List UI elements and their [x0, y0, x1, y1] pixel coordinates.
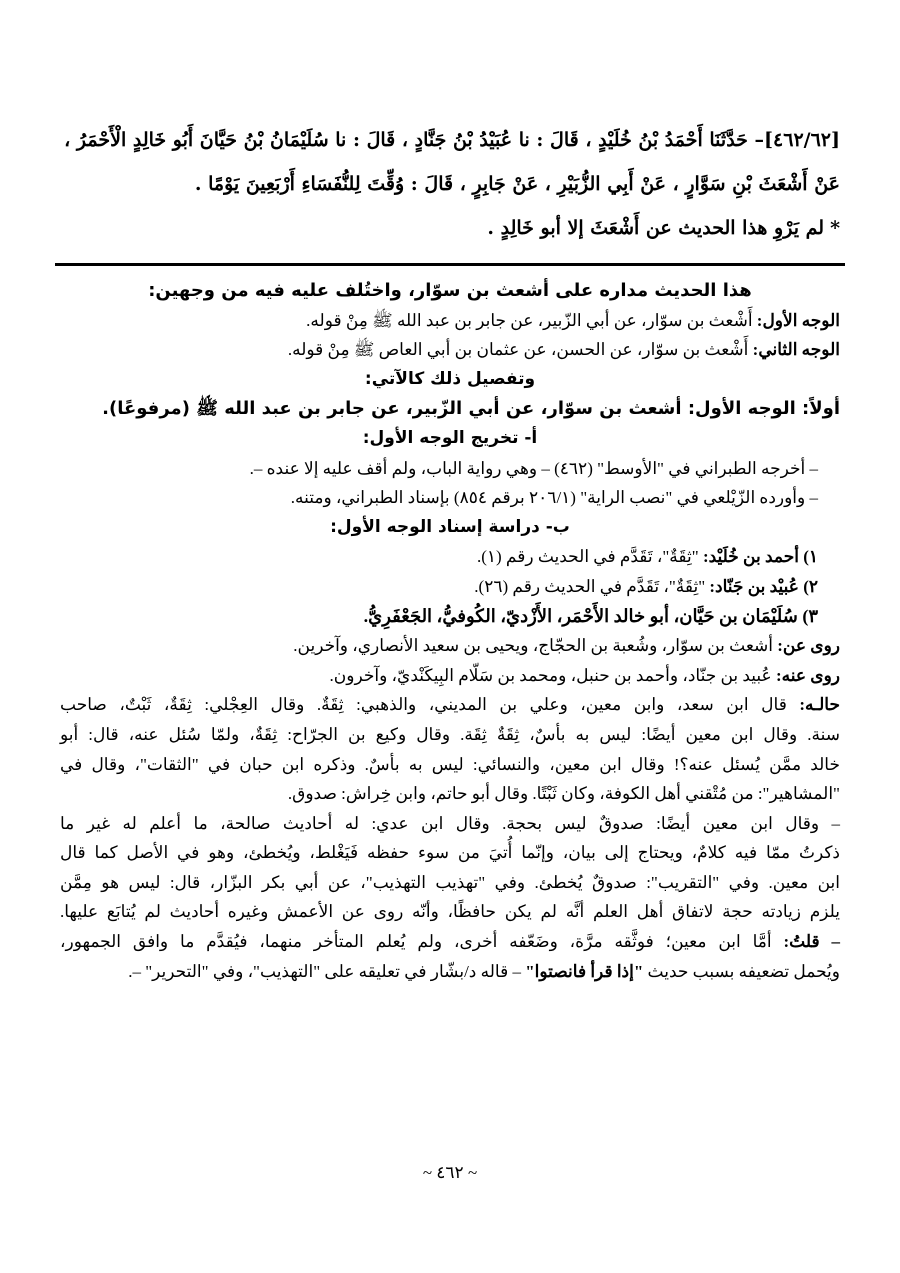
star-icon: * [830, 217, 840, 239]
first-aspect-heading-text: أولاً: الوجه الأول: أشعث بن سوّار، عن أبي الزّبير، عن جابر بن عبد الله ﷺ [196, 398, 840, 420]
marfu-label: (مرفوعًا). [102, 398, 190, 420]
hadith-matn-line: عَنْ أَشْعَثَ بْنِ سَوَّارٍ ، عَنْ أَبِي الزُّبَيْرِ ، عَنْ جَابِرٍ ، قَالَ : وُقِّتَ لِلنُّفَسَاءِ أَرْبَعِينَ يَوْمًا . [194, 173, 840, 195]
first-aspect-text: أَشْعث بن سوّار، عن أبي الزّبير، عن جابر بن عبد الله ﷺ مِنْ قوله. [306, 310, 753, 330]
hadith-quote: "إذا قرأ فانصتوا" [525, 961, 644, 981]
hadith-note-text: لم يَرْوِ هذا الحديث عن أَشْعَثَ إلا أبو خَالِدٍ . [487, 217, 825, 239]
author-note-line-2 [60, 957, 840, 987]
narrator-2-status: "ثِقَةٌ"، تَقَدَّم في الحديث رقم (٢٦). [474, 576, 706, 596]
narrated-from-label: روى عن: [777, 636, 840, 656]
status-line-8: يلزم زيادته حجة لاتفاق أهل العلم أنَّه لم يكن حافظًا، وأنّه روى عن الأعمش وغيره أحاديث لم يُتابَع عليها. [60, 902, 840, 922]
takhrij-tabarani: – أخرجه الطبراني في "الأوسط" (٤٦٢) – وهي رواية الباب، ولم أقف عليه إلا عنده –. [249, 458, 818, 478]
status-line-4: "المشاهير": من مُتْقني أهل الكوفة، وكان ثَبْتًا. وقال أبو حاتم، وابن خِراش: صدوق. [287, 784, 840, 804]
first-aspect-label: الوجه الأول: [756, 310, 840, 330]
details-heading: وتفصيل ذلك كالآتي: [364, 368, 536, 389]
author-note-text-3: – قاله د/بشّار في تعليقه على "التهذيب"، وفي "التحرير" –. [128, 961, 521, 981]
status-line-5: – وقال ابن معين أيضًا: صدوقٌ ليس بحجة. وقال ابن عدي: له أحاديث صالحة، ما أعلم له غير ما [60, 813, 840, 833]
hadith-text [60, 118, 840, 250]
second-aspect-line [60, 335, 840, 365]
narrator-3-name: ٣) سُلَيْمَان بن حَيَّان، أبو خالد الأَحْمَر، الأَزْديّ، الكُوفيُّ، الجَعْفَرِيُّ. [363, 605, 818, 626]
narrated-by-label: روى عنه: [775, 665, 840, 685]
section-intro-heading: هذا الحديث مداره على أشعث بن سوّار، واختُلف عليه فيه من وجهين: [148, 280, 752, 301]
narrator-1-status: "ثِقَةٌ"، تَقَدَّم في الحديث رقم (١). [476, 547, 699, 567]
hadith-isnad-line: [٤٦٢/٦٢]– حَدَّثَنَا أَحْمَدُ بْنُ خُلَيْدٍ ، قَالَ : نا عُبَيْدُ بْنُ جَنَّادٍ ، قَالَ : نا سُلَيْمَانُ بْنُ حَيَّانَ أَبُو خَالِدٍ الْأَحْمَرُ ، [64, 129, 840, 151]
takhrij-heading: أ- تخريج الوجه الأول: [362, 427, 538, 448]
status-line-1 [60, 690, 840, 720]
narrated-by-text: عُبيد بن جنّاد، وأحمد بن حنبل، ومحمد بن سَلّام البِيكَنْديّ، وآخرون. [329, 665, 772, 685]
status-line-6: ذكرتُ ممّا فيه كلامٌ، ويحتاج إلى بيان، وإنّما أُتيَ من سوء حفظه فَيَغْلط، ويُخطئ، وهو في الأصل كما قال [60, 843, 840, 863]
author-note-line-1 [60, 927, 840, 957]
author-note-text-1: أمَّا ابن معين؛ فوثَّقه مرَّة، وضَعّفه أخرى، ولم يُعلم المتأخر منهما، فيُقدَّم ما وافق الجمهور، [60, 932, 772, 952]
narrated-from-text: أشعث بن سوّار، وشُعبة بن الحجّاج، ويحيى بن سعيد الأنصاري، وآخرين. [293, 636, 774, 656]
narrator-2-name: ٢) عُبيْد بن جَنّاد: [709, 576, 818, 596]
first-aspect-heading [60, 394, 840, 424]
isnad-study-heading: ب- دراسة إسناد الوجه الأول: [330, 516, 570, 537]
takhrij-zaylai: – وأورده الزّيْلعي في "نصب الراية" (٢٠٦/١ برقم ٨٥٤) بإسناد الطبراني، ومتنه. [290, 488, 818, 508]
status-text-1: قال ابن سعد، وابن معين، وعلي بن المديني، والذهبي: ثِقَةٌ. وقال العِجْلي: ثِقَةٌ، ثَبْتٌ، صاحب [60, 695, 787, 715]
narrator-1 [60, 542, 840, 572]
page-number: ~ ٤٦٢ ~ [422, 1163, 478, 1182]
status-line-7: ابن معين. وفي "التقريب": صدوقٌ يُخطئ. وفي "تهذيب التهذيب"، عن أبي بكر البزّار، قال: ليس هو مِمَّن [60, 872, 840, 892]
commentary-body [60, 276, 840, 986]
narrator-2 [60, 572, 840, 602]
narrator-1-name: ١) أحمد بن خُلَيْد: [702, 547, 818, 567]
status-label: حالـه: [799, 695, 840, 715]
section-divider [55, 263, 845, 266]
narrated-by-line [60, 661, 840, 691]
second-aspect-label: الوجه الثاني: [752, 340, 840, 360]
status-line-2: سنة. وقال ابن معين أيضًا: ليس به بأسٌ، ثِقَةٌ ثِقَة. وقال وكيع بن الجرّاح: ثِقَةٌ، ولمّا سُئل عنه، قال: أبو [60, 724, 840, 744]
narrated-from-line [60, 631, 840, 661]
status-line-3: خالد ممَّن يُسئل عنه؟! وقال ابن معين، والنسائي: ليس به بأسٌ. وذكره ابن حبان في "الثقات"، وقال في [60, 754, 840, 774]
author-note-label: – قلتُ: [783, 932, 841, 952]
first-aspect-line [60, 306, 840, 336]
hadith-note-line [60, 206, 840, 250]
second-aspect-text: أَشْعث بن سوّار، عن الحسن، عن عثمان بن أبي العاص ﷺ مِنْ قوله. [287, 340, 749, 360]
author-note-text-2: ويُحمل تضعيفه بسبب حديث [647, 961, 840, 981]
